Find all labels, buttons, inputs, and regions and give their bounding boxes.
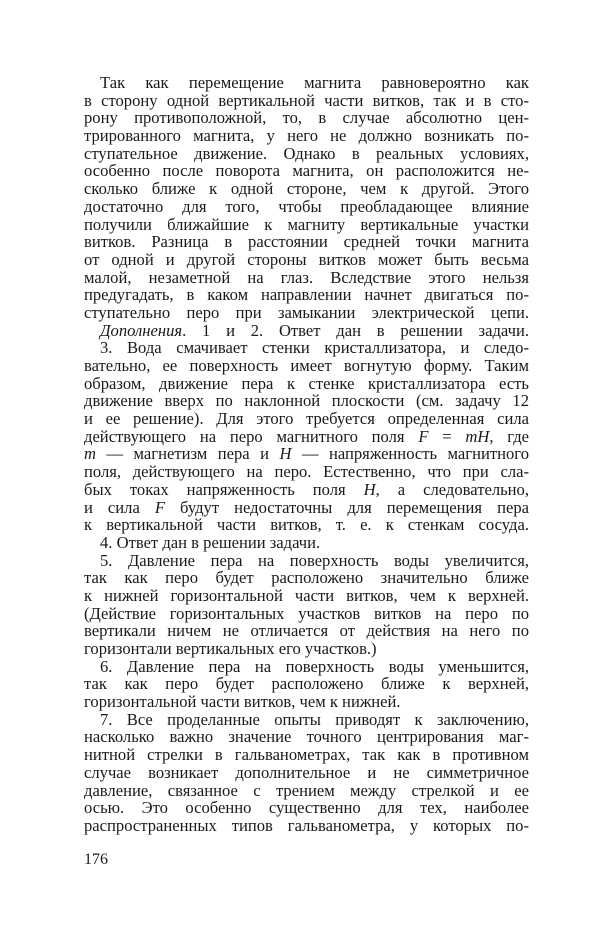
text-segment: нитной стрелки в гальванометрах, так как в противном — [84, 745, 529, 765]
text-segment: осью. Это особенно существенно для тех, наиболее — [84, 798, 529, 818]
text-segment: предугадать, в каком направлении начнет двигаться по- — [84, 285, 529, 305]
text-line — [84, 587, 529, 605]
text-segment: рону противоположной, то, в случае абсолютно цен- — [84, 108, 529, 128]
text-line — [84, 622, 529, 640]
text-segment: вательно, ее поверхность имеет вогнутую форму. Таким — [84, 356, 529, 375]
text-segment: Так как перемещение магнита равновероятно как — [100, 73, 529, 92]
italic-text: mH — [465, 426, 490, 446]
text-segment: образом, движение пера к стенке кристаллизатора есть — [84, 373, 529, 393]
text-segment: витков. Разница в расстоянии средней точки магнита — [84, 232, 529, 252]
text-segment: 5. Давление пера на поверхность воды увеличится, — [100, 550, 529, 570]
text-segment: движение вверх по наклонной плоскости (см. задачу 12 — [84, 391, 529, 411]
text-segment: распространенных типов гальванометра, у которых по- — [84, 815, 529, 835]
text-segment: бых токах напряженность поля — [84, 479, 364, 499]
text-segment: 7. Все проделанные опыты приводят к заключению, — [100, 709, 529, 729]
text-line — [84, 552, 529, 570]
text-line — [84, 782, 529, 800]
text-segment: малой, незаметной на глаз. Вследствие этого нельзя — [84, 267, 529, 287]
text-line — [84, 605, 529, 623]
text-line — [84, 233, 529, 251]
text-segment: — напряженность магнитного — [291, 444, 529, 464]
text-line — [84, 269, 529, 287]
text-segment: так как перо будет расположено ближе к верхней, — [84, 674, 529, 694]
text-segment: к вертикальной части витков, т. е. к стенкам сосуда. — [84, 515, 529, 535]
text-segment: . 1 и 2. Ответ дан в решении задачи. — [182, 320, 529, 340]
text-segment: и сила — [84, 497, 155, 517]
text-segment: особенно после поворота магнита, он расположится не- — [84, 161, 529, 181]
text-segment: от одной и другой стороны витков может быть весьма — [84, 249, 529, 269]
text-segment: = — [428, 426, 466, 446]
text-line — [84, 445, 529, 463]
text-segment: горизонтальной части витков, чем к нижней. — [84, 692, 401, 712]
text-line — [84, 534, 529, 552]
text-segment: действующего на перо магнитного поля — [84, 426, 419, 446]
text-segment: вертикали ничем не отличается от действия на него по — [84, 621, 529, 641]
text-line — [84, 764, 529, 782]
text-line — [84, 746, 529, 764]
text-line — [84, 658, 529, 676]
text-line — [84, 428, 529, 446]
text-line — [84, 569, 529, 587]
text-line — [84, 693, 529, 711]
text-segment: давление, связанное с трением между стрелкой и ее — [84, 780, 529, 800]
text-segment: — магнетизм пера и — [95, 444, 280, 464]
text-segment: и ее решение). Для этого требуется определенная сила — [84, 409, 529, 429]
text-segment: так как перо будет расположено значительно ближе — [84, 568, 529, 588]
text-segment: 6. Давление пера на поверхность воды уменьшится, — [100, 656, 529, 676]
text-line — [84, 304, 529, 322]
text-line — [84, 410, 529, 428]
text-line — [84, 180, 529, 198]
text-line — [84, 198, 529, 216]
text-segment: , где — [489, 426, 530, 446]
text-line — [84, 127, 529, 145]
text-line — [84, 728, 529, 746]
text-segment: получили ближайшие к магниту вертикальные участки — [84, 214, 529, 234]
text-line — [84, 92, 529, 110]
text-line — [84, 516, 529, 534]
italic-text: F — [418, 426, 429, 446]
page-body-text — [84, 74, 529, 835]
text-segment: 3. Вода смачивает стенки кристаллизатора, и следо- — [100, 338, 529, 358]
italic-text: m — [84, 444, 96, 464]
text-segment: в сторону одной вертикальной части витков, так и в сто- — [84, 90, 529, 110]
text-segment: случае возникает дополнительное и не симметричное — [84, 762, 529, 782]
text-line — [84, 640, 529, 658]
text-line — [84, 339, 529, 357]
text-line — [84, 251, 529, 269]
page-number: 176 — [84, 851, 108, 868]
text-segment: к нижней горизонтальной части витков, чем к верхней. — [84, 585, 529, 605]
text-segment: трированного магнита, у него не должно возникать по- — [84, 126, 529, 146]
text-segment: будут недостаточны для перемещения пера — [164, 497, 529, 517]
text-segment: , а следовательно, — [375, 479, 529, 499]
italic-text: Дополнения — [100, 320, 183, 340]
text-segment: 4. Ответ дан в решении задачи. — [100, 532, 321, 552]
text-line — [84, 145, 529, 163]
text-line — [84, 499, 529, 517]
text-segment: сколько ближе к одной стороне, чем к другой. Этого — [84, 179, 529, 199]
text-line — [84, 481, 529, 499]
text-line — [84, 817, 529, 835]
text-line — [84, 357, 529, 375]
text-line — [84, 711, 529, 729]
text-line — [84, 375, 529, 393]
text-line — [84, 463, 529, 481]
text-line — [84, 392, 529, 410]
text-segment: горизонтали вертикальных его участков.) — [84, 639, 377, 658]
text-line — [84, 109, 529, 127]
text-line — [84, 74, 529, 92]
text-line — [84, 322, 529, 340]
italic-text: F — [154, 497, 165, 517]
text-segment: ступательно перо при замыкании электрической цепи. — [84, 302, 529, 322]
text-line — [84, 216, 529, 234]
text-segment: поля, действующего на перо. Естественно, что при сла- — [84, 462, 529, 482]
text-segment: достаточно для того, чтобы преобладающее влияние — [84, 196, 529, 216]
text-line — [84, 675, 529, 693]
text-line — [84, 799, 529, 817]
text-line — [84, 286, 529, 304]
text-line — [84, 162, 529, 180]
text-segment: (Действие горизонтальных участков витков на перо по — [84, 603, 529, 623]
text-segment: ступательное движение. Однако в реальных условиях, — [84, 143, 529, 163]
italic-text: H — [279, 444, 292, 464]
italic-text: H — [363, 479, 376, 499]
text-segment: насколько важно значение точного центрирования маг- — [84, 727, 529, 747]
